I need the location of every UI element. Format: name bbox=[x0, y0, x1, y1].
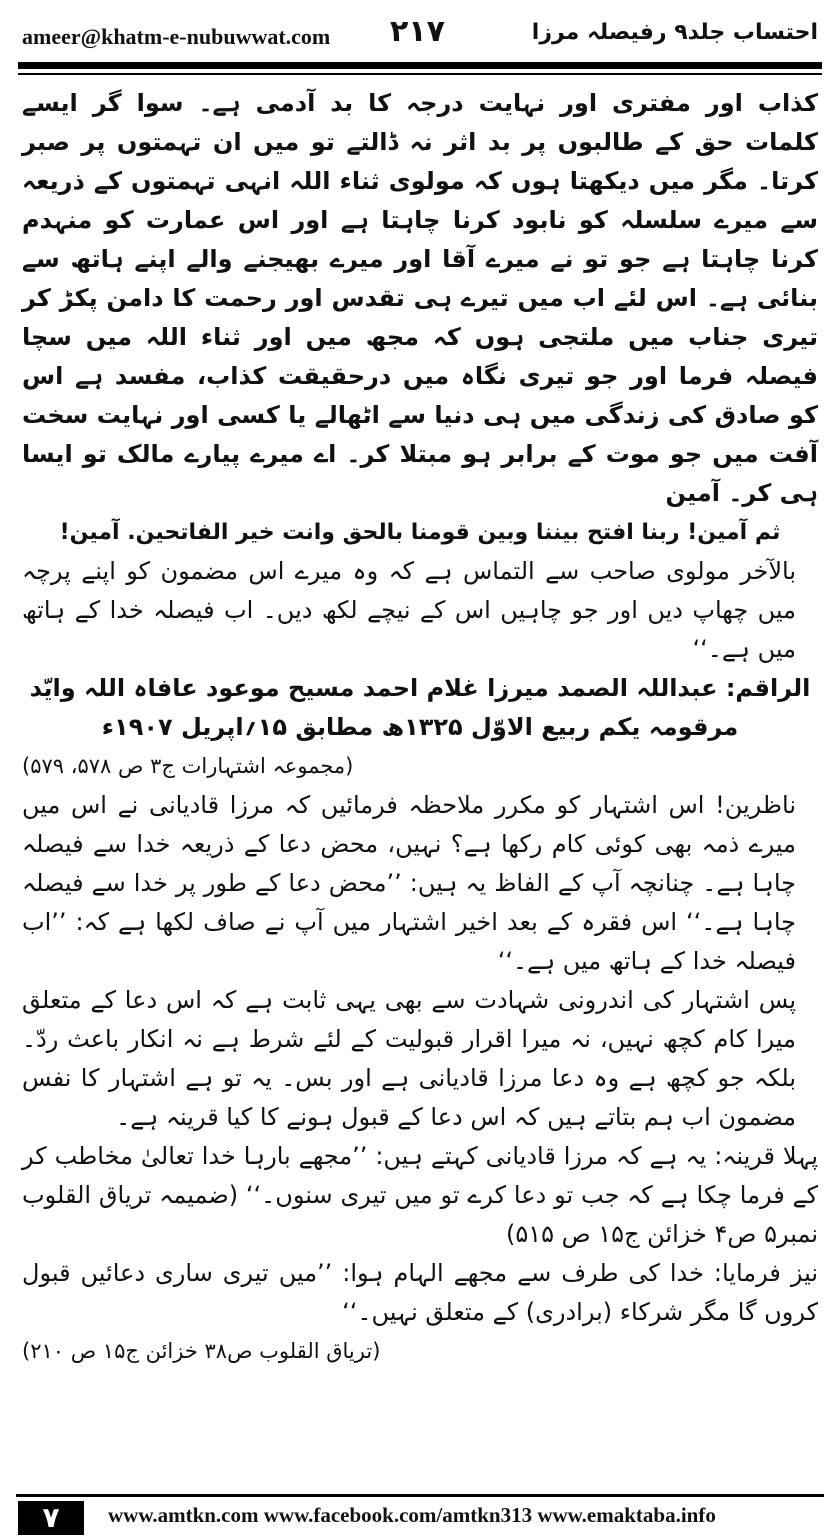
arabic-prayer: ثم آمین! ربنا افتح بیننا وبین قومنا بالحق وانت خیر الفاتحین. آمین! bbox=[59, 520, 781, 545]
book-title: احتساب جلد۹ رفیصلہ مرزا bbox=[531, 20, 818, 45]
header-email[interactable]: ameer@khatm-e-nubuwwat.com bbox=[22, 24, 331, 49]
date-line: مرقومہ یکم ربیع الاوّل ۱۳۲۵ھ مطابق ۱۵؍اپریل ۱۹۰۷ء bbox=[101, 713, 739, 741]
paragraph-request: بالآخر مولوی صاحب سے التماس ہے کہ وہ میرے اس مضمون کو اپنے پرچہ میں چھاپ دیں اور جو چاہیں اس کے نیچے لکھ دیں۔ اب فیصلہ خدا کے ہاتھ میں ہے۔‘‘ bbox=[22, 557, 796, 663]
footer-links[interactable]: www.amtkn.com www.facebook.com/amtkn313 www.emaktaba.info bbox=[108, 1503, 716, 1527]
paragraph-evidence: پس اشتہار کی اندرونی شہادت سے بھی یہی ثابت ہے کہ اس دعا کے متعلق میرا کام کچھ نہیں، نہ میرا اقرار قبولیت کے لئے شرط ہے نہ انکار باعث ردّ۔ بلکہ جو کچھ ہے وہ دعا مرزا قادیانی ہے اور بس۔ یہ تو ہے اشتہار کا نفس مضمون اب ہم بتاتے ہیں کہ اس دعا کے قبول ہونے کا کیا قرینہ ہے۔ bbox=[22, 986, 796, 1131]
page-header bbox=[22, 10, 818, 62]
reference-ishtiharat: (مجموعہ اشتہارات ج۳ ص ۵۷۸، ۵۷۹) bbox=[22, 754, 354, 778]
signature-line: الراقم: عبداللہ الصمد میرزا غلام احمد مسیح موعود عافاہ اللہ وایّد bbox=[29, 674, 811, 702]
page-body bbox=[22, 84, 818, 1371]
paragraph-first-indication: پہلا قرینہ: یہ ہے کہ مرزا قادیانی کہتے ہیں: ’’مجھے بارہا خدا تعالیٰ مخاطب کر کے فرما چکا ہے کہ جب تو دعا کرے تو میں تیری سنوں۔‘‘ (ضمیمہ تریاق القلوب نمبر۵ ص۴ خزائن ج۱۵ ص ۵۱۵) bbox=[22, 1142, 818, 1248]
paragraph-revelation: نیز فرمایا: خدا کی طرف سے مجھے الہام ہوا: ’’میں تیری ساری دعائیں قبول کروں گا مگر شرکاء (برادری) کے متعلق نہیں۔‘‘ bbox=[22, 1259, 818, 1326]
page-number: ۲۱۷ bbox=[390, 14, 445, 49]
page-footer bbox=[16, 1494, 824, 1533]
header-rule-thin bbox=[18, 73, 822, 75]
paragraph-readers: ناظرین! اس اشتہار کو مکرر ملاحظہ فرمائیں کہ مرزا قادیانی نے اس میں میرے ذمہ بھی کوئی کام رکھا ہے؟ نہیں، محض دعا کے ذریعہ خدا سے فیصلہ چاہا ہے۔ چنانچہ آپ کے الفاظ یہ ہیں: ’’محض دعا کے طور پر خدا سے فیصلہ چاہا ہے۔‘‘ اس فقرہ کے بعد اخیر اشتہار میں آپ نے صاف لکھا ہے کہ: ’’اب فیصلہ خدا کے ہاتھ میں ہے۔‘‘ bbox=[22, 791, 796, 975]
reference-tiryaq: (تریاق القلوب ص۳۸ خزائن ج۱۵ ص ۲۱۰) bbox=[22, 1339, 381, 1363]
header-rule-thick bbox=[18, 62, 822, 69]
paragraph-prayer: کذاب اور مفتری اور نہایت درجہ کا بد آدمی ہے۔ سوا گر ایسے کلمات حق کے طالبوں پر بد اثر نہ ڈالتے تو میں ان تہمتوں پر صبر کرتا۔ مگر میں دیکھتا ہوں کہ مولوی ثناء اللہ انہی تہمتوں کے ذریعہ سے میرے سلسلہ کو نابود کرنا چاہتا ہے اور اس عمارت کو منہدم کرنا چاہتا ہے جو تو نے میرے آقا اور میرے بھیجنے والے اپنے ہاتھ سے بنائی ہے۔ اس لئے اب میں تیرے ہی تقدس اور رحمت کا دامن پکڑ کر تیری جناب میں ملتجی ہوں کہ مجھ میں اور ثناء اللہ میں سچا فیصلہ فرما اور جو تیری نگاہ میں درحقیقت کذاب، مفسد ہے اس کو صادق کی زندگی میں ہی دنیا سے اٹھالے یا کسی اور نہایت سخت آفت میں جو موت کے برابر ہو مبتلا کر۔ اے میرے پیارے مالک تو ایسا ہی کر۔ آمین bbox=[22, 89, 818, 507]
footer-folio: ۷ bbox=[18, 1501, 84, 1535]
